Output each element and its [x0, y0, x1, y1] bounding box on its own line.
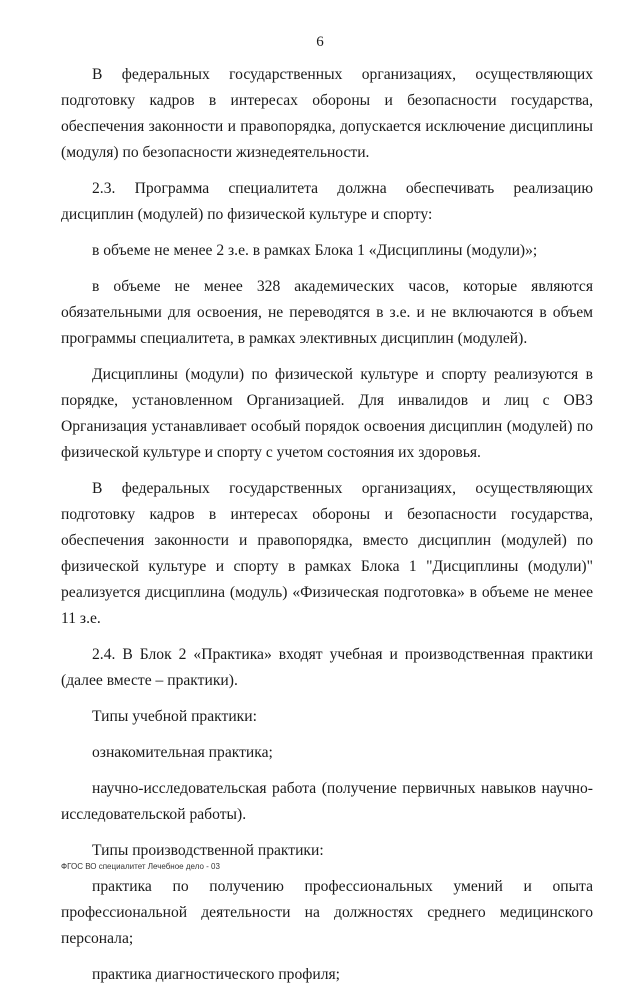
paragraph: ознакомительная практика; — [92, 744, 273, 761]
document-body — [61, 62, 593, 988]
paragraph: научно-исследовательская работа (получение первичных навыков научно-исследовательской работы). — [61, 780, 593, 823]
paragraph: 2.4. В Блок 2 «Практика» входят учебная и производственная практики (далее вместе – практики). — [61, 646, 593, 689]
paragraph: практика по получению профессиональных умений и опыта профессиональной деятельности на должностях среднего медицинского персонала; — [61, 878, 593, 947]
paragraph: в объеме не менее 328 академических часов, которые являются обязательными для освоения, не переводятся в з.е. и не включаются в объем программы специалитета, в рамках элективных дисциплин (модулей). — [61, 278, 593, 347]
paragraph: В федеральных государственных организациях, осуществляющих подготовку кадров в интересах обороны и безопасности государства, обеспечения законности и правопорядка, вместо дисциплин (модулей) по физической культуре и спорту в рамках Блока 1 "Дисциплины (модули)" реализуется дисциплина (модуль) «Физическая подготовка» в объеме не менее 11 з.е. — [61, 480, 593, 627]
paragraph: Типы учебной практики: — [92, 708, 257, 725]
paragraph: В федеральных государственных организациях, осуществляющих подготовку кадров в интересах обороны и безопасности государства, обеспечения законности и правопорядка, допускается исключение дисциплины (модуля) по безопасности жизнедеятельности. — [61, 66, 593, 161]
paragraph: Типы производственной практики: — [92, 842, 324, 859]
page-footer: ФГОС ВО специалитет Лечебное дело - 03 — [61, 862, 220, 871]
paragraph: в объеме не менее 2 з.е. в рамках Блока 1 «Дисциплины (модули)»; — [92, 242, 538, 259]
page-number: 6 — [316, 34, 324, 50]
paragraph: Дисциплины (модули) по физической культуре и спорту реализуются в порядке, установленном Организацией. Для инвалидов и лиц с ОВЗ Организация устанавливает особый порядок освоения дисциплин (модулей) по физической культуре и спорту с учетом состояния их здоровья. — [61, 366, 593, 461]
paragraph: практика диагностического профиля; — [92, 966, 340, 983]
paragraph: 2.3. Программа специалитета должна обеспечивать реализацию дисциплин (модулей) по физической культуре и спорту: — [61, 180, 593, 223]
